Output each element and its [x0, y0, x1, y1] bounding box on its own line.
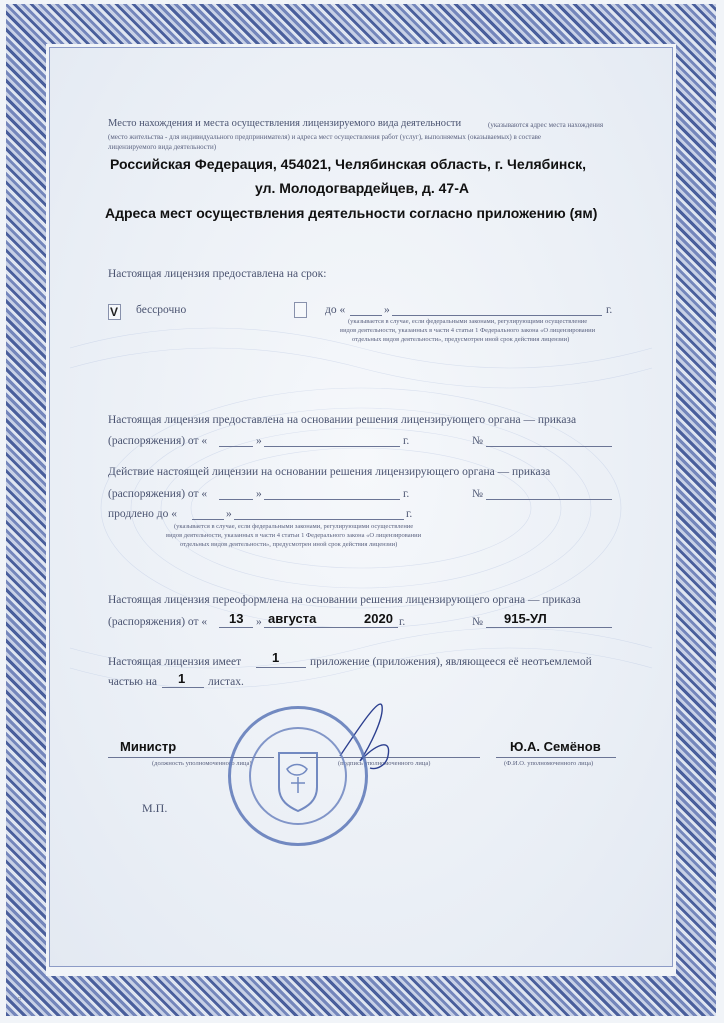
- signer-name: Ю.А. Семёнов: [510, 739, 601, 754]
- appendix-prefix: Настоящая лицензия имеет: [108, 656, 242, 668]
- reissue-year: 2020: [364, 611, 393, 626]
- reissue-month: августа: [268, 611, 317, 626]
- extended-mid: »: [226, 508, 232, 520]
- term-note-1: (указывается в случае, если федеральными законами, регулирующими осуществление: [348, 318, 588, 325]
- extension-note-3: отдельных видов деятельности», предусмотрен иной срок действия лицензии): [180, 541, 398, 548]
- extension-line-2-prefix: (распоряжения) от «: [108, 488, 208, 500]
- appendix-sheets: 1: [178, 671, 186, 686]
- reissue-line-2-mid: »: [256, 616, 262, 628]
- extended-prefix: продлено до «: [108, 508, 178, 520]
- address-line-2: ул. Молодогвардейцев, д. 47-А: [255, 180, 469, 196]
- location-note-1: (указываются адрес места нахождения: [488, 121, 604, 129]
- basis-line-2-mid: »: [256, 435, 262, 447]
- indefinite-label: бессрочно: [136, 304, 187, 316]
- extension-note-2: видов деятельности, указанных в части 4 статьи 1 Федерального закона «О лицензировании: [166, 532, 422, 539]
- reissue-year-suffix: г.: [399, 616, 406, 628]
- location-note-2: (место жительства - для индивидуального предпринимателя) и адреса мест осуществления работ (услуг), выполняемых (оказываемых) в составе: [108, 133, 542, 141]
- address-line-3: Адреса мест осуществления деятельности согласно приложению (ям): [105, 205, 598, 221]
- appendix-suffix: приложение (приложения), являющееся её неотъемлемой: [310, 656, 592, 668]
- until-mid: »: [384, 304, 390, 316]
- name-caption: (Ф.И.О. уполномоченного лица): [504, 760, 594, 767]
- reissue-number: 915-УЛ: [504, 611, 547, 626]
- signer-position: Министр: [120, 739, 177, 754]
- reissue-day: 13: [229, 611, 244, 626]
- term-note-2: видов деятельности, указанных в части 4 статьи 1 Федерального закона «О лицензировании: [340, 327, 596, 334]
- reissue-line-1: Настоящая лицензия переоформлена на основании решения лицензирующего органа — приказа: [108, 594, 581, 606]
- term-label: Настоящая лицензия предоставлена на срок:: [108, 268, 327, 280]
- appendix-count: 1: [272, 650, 280, 665]
- official-stamp: [228, 706, 368, 846]
- until-suffix: г.: [606, 304, 613, 316]
- extension-number-sign: №: [472, 488, 483, 500]
- location-note-3: лицензируемого вида деятельности): [108, 143, 217, 151]
- basis-line-1: Настоящая лицензия предоставлена на основании решения лицензирующего органа — приказа: [108, 414, 577, 426]
- extension-line-1: Действие настоящей лицензии на основании решения лицензирующего органа — приказа: [108, 466, 551, 478]
- address-line-1: Российская Федерация, 454021, Челябинская область, г. Челябинск,: [110, 156, 587, 172]
- location-label: Место нахождения и места осуществления лицензируемого вида деятельности: [108, 118, 462, 129]
- coat-of-arms-icon: [251, 729, 345, 823]
- until-prefix: до «: [325, 304, 346, 316]
- extension-year-suffix: г.: [403, 488, 410, 500]
- extended-suffix: г.: [406, 508, 413, 520]
- position-caption: (должность уполномоченного лица): [152, 760, 252, 767]
- printer-footer: □: [18, 996, 22, 1002]
- stamp-inner-ring: [249, 727, 347, 825]
- until-checkbox: [294, 302, 307, 318]
- basis-line-2-prefix: (распоряжения) от «: [108, 435, 208, 447]
- appendix-line-2-suffix: листах.: [208, 676, 244, 688]
- term-note-3: отдельных видов деятельности», предусмотрен иной срок действия лицензии): [352, 336, 570, 343]
- seal-label: М.П.: [142, 801, 168, 815]
- appendix-line-2-prefix: частью на: [108, 676, 157, 688]
- extension-note-1: (указывается в случае, если федеральными законами, регулирующими осуществление: [174, 523, 414, 530]
- reissue-number-sign: №: [472, 616, 483, 628]
- basis-year-suffix: г.: [403, 435, 410, 447]
- indefinite-mark: V: [110, 305, 119, 319]
- extension-line-2-mid: »: [256, 488, 262, 500]
- basis-number-sign: №: [472, 435, 483, 447]
- reissue-line-2-prefix: (распоряжения) от «: [108, 616, 208, 628]
- signature-caption: (подпись уполномоченного лица): [338, 760, 431, 767]
